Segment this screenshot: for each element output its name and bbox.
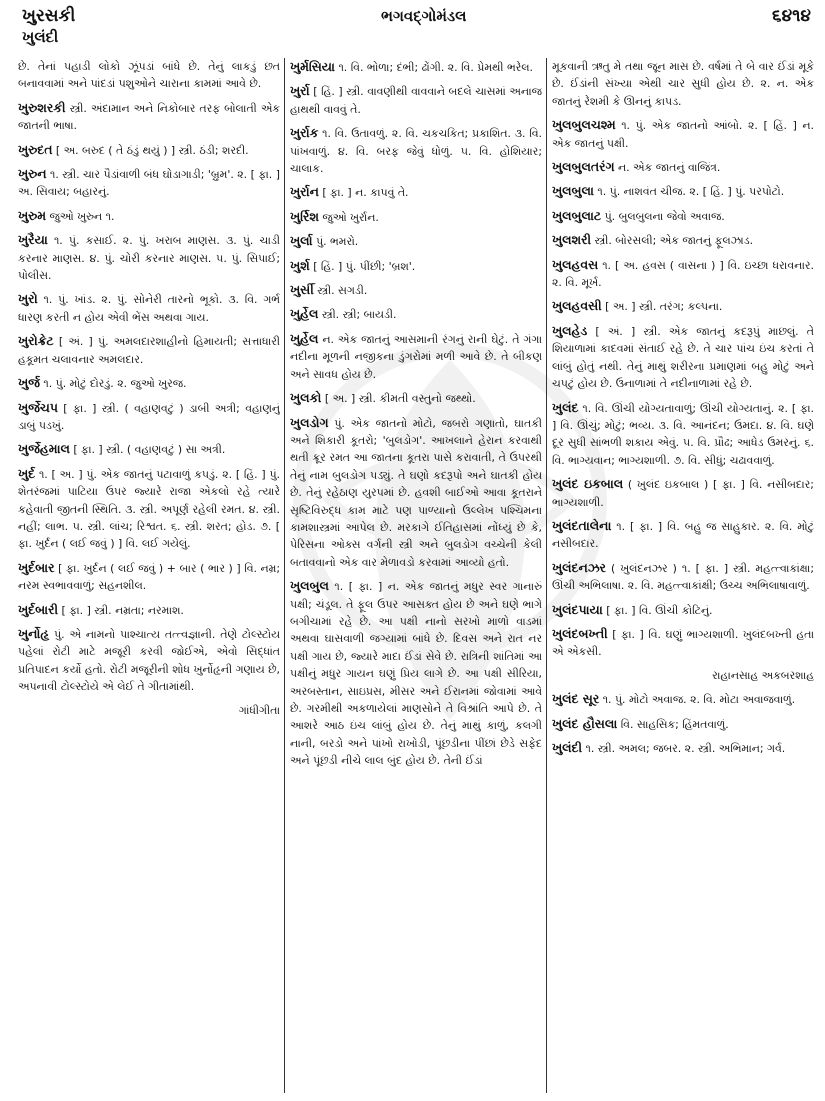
entry-definition: [ ફા. ] સ્ત્રી. ( વહાણવટું ) સા અત્રી.: [73, 443, 226, 457]
entry-definition: [ ફા. ખુર્દન ( લઈ જવું ) + બાર ( ભાર ) ] વિ. નમ્ર; નરમ સ્વભાવવાળું; સહનશીલ.: [18, 561, 280, 593]
entry-headword: ખુલંદતાલેના: [552, 517, 612, 533]
dictionary-entry: [552, 517, 814, 553]
entry-headword: ખુરોક્રેટ: [18, 333, 54, 349]
entry-headword: ખુલબુલ: [290, 578, 329, 594]
entry-headword: ખુલંદ હૌસલા: [552, 715, 618, 731]
dictionary-entry: [290, 82, 542, 118]
entry-definition: સ્ત્રી. સ્ત્રી; બાયડી.: [321, 308, 397, 322]
entry-headword: ખુલબુલાટ: [552, 207, 602, 223]
entry-definition: વિ. સાહસિક; હિંમતવાળું.: [620, 717, 729, 731]
entry-headword: ખુલંદ ઇકબાલ: [552, 476, 624, 492]
entry-headword: ખુરૈયા: [18, 232, 48, 248]
entry-headword: ખુર્હેલ: [290, 306, 319, 322]
entry-definition: [ અ. બરુદ ( તે ઠંડું થયું ) ] સ્ત્રી. ઠંડી; શરદી.: [55, 143, 249, 157]
dictionary-entry: [552, 690, 814, 708]
entry-definition: ૧. પું. નાશવંત ચીજ. ૨. [ હિં. ] પું. પરપોટો.: [597, 185, 785, 199]
entry-definition: પું. ભમરો.: [316, 235, 359, 249]
entry-headword: ખુલહવસ: [552, 256, 599, 272]
dictionary-entry: [18, 332, 280, 368]
dictionary-entry: [290, 281, 542, 299]
dictionary-entry: [552, 475, 814, 511]
dictionary-entry: [290, 58, 542, 76]
dictionary-entry: [18, 231, 280, 284]
entry-headword: ખુલડોગ: [290, 414, 329, 430]
entry-definition: પું. બુલબુલના જેવો અવાજ.: [604, 209, 725, 223]
entry-definition: ૧. પું. એક જાતનો આંબો. ૨. [ હિં. ] ન. એક જાતનું પક્ષી.: [552, 119, 814, 150]
entry-headword: ખુર્જેચપ: [18, 399, 58, 415]
dictionary-entry: [290, 389, 542, 407]
column-2: [290, 58, 542, 1095]
entry-definition: ( ખુલંદ ઇકબાલ ) [ ફા. ] વિ. નસીબદાર; ભાગ્યશાળી.: [552, 478, 814, 509]
entry-headword: ખુર્લા: [290, 233, 313, 249]
entry-headword: ખુલંદ: [552, 399, 579, 415]
entry-headword: ખુર્સી: [290, 282, 314, 298]
dictionary-entry: [18, 58, 280, 93]
entry-headword: ખુર્રા: [290, 83, 310, 99]
entry-definition: [ અ. ] સ્ત્રી. કીમતી વસ્તુનો જથ્થો.: [324, 392, 476, 406]
dictionary-entry: [552, 207, 814, 225]
entry-headword: ખુર્મસિયા: [290, 59, 335, 74]
dictionary-entry: [18, 440, 280, 458]
dictionary-entry: [18, 141, 280, 159]
entry-headword: ખુર્રિશ: [290, 208, 319, 224]
entry-definition: ૧. પું. મોટો અવાજ. ૨. વિ. મોટા અવાજવાળું.: [602, 693, 796, 707]
dictionary-entry: [18, 290, 280, 326]
column-3: [552, 58, 814, 1095]
header-first-headword: ખુરસકી: [22, 6, 76, 26]
entry-definition: ૧. પું. કસાઈ. ૨. પું. ખરાબ માણસ. ૩. પું. ચાડી કરનાર માણસ. ૪. પું. ચોરી કરનાર માણસ. ૫. પું. સિપાઈ; પોલીસ.: [18, 234, 280, 283]
quotation-source: [18, 702, 280, 719]
entry-definition: પું. એક જાતનો મોટો, જબરો ગણાતો, ઘાતકી અને શિકારી કૂતરો; 'બુલડોગ'. આખલાને હેરાન કરવાથી થતી ક્રૂર રમત આ જાતના કૂતરા પાસે કરાવાતી, તે ઉપરથી તેનું નામ બુલડોગ પડ્યું. તે ઘણો કદરૂપો અને ઘાતકી હોય છે. તેનું રહેઠાણ યુરપમાં છે. હવશી બાઈઓ આવા કૂતરાને સૃષ્ટિવિરુદ્ધ કામ માટે પણ પાળ્યાનો ઉલ્લેખ પશ્ચિમના કામશાસ્ત્રમાં આપેલ છે. મરકાગે ઈતિહાસમાં નોંધ્યું છે કે, પેરિસના ઓક્સ વર્ગની સ્ત્રી અને બુલડોગ વચ્ચેની કેલી બતાવવાનો એક વાર મેળાવડો કરવામાં આવ્યો હતો.: [290, 416, 542, 569]
dictionary-entry: [552, 182, 814, 200]
dictionary-entry: [18, 399, 280, 435]
column-divider: [284, 58, 285, 1093]
dictionary-entry: [290, 183, 542, 201]
entry-definition: ૧. પું. ખાંડ. ૨. પું. સોનેરી તારનો ભૂકો. ૩. વિ. ગર્ભ ધારણ કરતી ન હોય એવી ભેંસ અથવા ગાય.: [18, 293, 280, 324]
entry-headword: ખુલબુલતરંગ: [552, 159, 615, 175]
dictionary-entry: [18, 601, 280, 619]
dictionary-entry: [290, 124, 542, 177]
dictionary-entry: [290, 330, 542, 383]
source-text: રાહાનસાહ અકબરશાહ: [712, 668, 814, 682]
entry-definition: ૧. વિ. ઉતાવળું. ૨. વિ. ચકચકિત; પ્રકાશિત. ૩. વિ. પાંખવાળું. ૪. વિ. બરફ જેવું ધોળું. ૫. વિ. હોશિયાર; ચાલાક.: [290, 127, 542, 176]
page-number: ૬૪૧૪: [772, 6, 811, 26]
entry-definition: ૧. [ ફા. ] વિ. બહુ જ સાહુકાર. ૨. વિ. મોટું નસીબદાર.: [552, 519, 814, 551]
entry-definition: [ ફા. ] સ્ત્રી. નમ્રતા; નરમાશ.: [61, 603, 184, 617]
dictionary-entry: [18, 559, 280, 595]
entry-definition: ૧. વિ. ભોળા; દંભી; ઢોંગી. ૨. વિ. પ્રેમથી ભરેલ.: [338, 61, 533, 74]
entry-definition: છે. તેનાં પહાડી લોકો ઝૂંપડાં બાંધે છે. તેનું લાકડું છત બનાવવામાં અને પાંદડાં પશુઓને ચારાના કામમાં આવે છે.: [18, 60, 280, 91]
dictionary-entry: [552, 601, 814, 619]
entry-headword: ખુર્રાન: [290, 184, 319, 200]
column-1: [18, 58, 280, 1095]
dictionary-entry: [290, 577, 542, 769]
entry-headword: ખુલકો: [290, 390, 322, 406]
entry-headword: ખુલબુલચશ્મ: [552, 117, 616, 133]
entry-headword: ખુલહવસી: [552, 298, 602, 314]
page-header: [22, 6, 811, 32]
dictionary-entry: [290, 414, 542, 572]
source-text: ગાંધીગીતા: [238, 703, 280, 717]
entry-definition: [ ફા. ] વિ. ઘણું ભાગ્યશાળી. ખુલંદબખ્તી હતા એ એકસી.: [552, 627, 814, 659]
dictionary-entry: [18, 165, 280, 201]
dictionary-entry: [552, 116, 814, 152]
entry-headword: ખુરુદત: [18, 141, 53, 157]
dictionary-entry: [552, 231, 814, 249]
entry-headword: ખુલબુલા: [552, 183, 594, 199]
entry-definition: સ્ત્રી. સગડી.: [317, 284, 368, 298]
book-title: ભગવદ્ગોમંડલ: [380, 7, 467, 25]
dictionary-entry: [18, 99, 280, 135]
entry-headword: ખુરુમ: [18, 207, 47, 223]
dictionary-entry: [552, 256, 814, 292]
entry-headword: ખુલંદપાયા: [552, 601, 603, 617]
dictionary-entry: [552, 559, 814, 595]
dictionary-entry: [552, 158, 814, 176]
dictionary-entry: [18, 465, 280, 553]
entry-headword: ખુરો: [18, 291, 38, 307]
entry-definition: ન. એક જાતનું આસમાની રંગનું રાની ઘેટું. તે ગંગા નદીના મૂળની નજીકના ડુંગરોમાં મળી આવે છે. તે બીકણ અને સાવધ હોય છે.: [290, 332, 542, 381]
entry-headword: ખુલશરી: [552, 232, 592, 248]
entry-headword: ખુર્દબારી: [18, 601, 59, 617]
dictionary-entry: [290, 305, 542, 323]
entry-headword: ખુર્નોહૃ: [18, 625, 50, 641]
entry-headword: ખુલંદ સૂર: [552, 691, 600, 707]
dictionary-entry: [552, 58, 814, 110]
dictionary-entry: [18, 207, 280, 225]
entry-headword: ખુર્જ: [18, 375, 40, 391]
entry-definition: [ હિં. ] પું. પીંછી; 'બ્રશ'.: [313, 259, 416, 273]
entry-definition: ૧. [ ફા. ] ન. એક જાતનું મધુર સ્વર ગાનારું પક્ષી; ચંડૂલ. તે ફૂલ ઉપર આસક્ત હોય છે અને ઘણે ભાગે બગીચામાં રહે છે. આ પક્ષી નાનો સરખો માળો વાડમાં અથવા ઘાસવાળી જગ્યામાં બાંધે છે. દિવસ અને રાત નર પક્ષી ગાય છે, જ્યારે માદા ઈંડાં સેવે છે. રાત્રિની શાંતિમાં આ પક્ષીનું મધુર ગાયન ઘણું પ્રિય લાગે છે. આ પક્ષી સીરિયા, અરબસ્તાન, સાઇપ્રસ, મીસર અને ઈરાનમાં જોવામાં આવે છે. ગરમીથી અકળાયેલાં માણસોને તે વિશ્રાંતિ આપે છે. તે આશરે આઠ ઇંચ લાંબું હોય છે. તેનું માથું કાળું, કલગી નાની, બરડો અને પાંખો રાખોડી, પૂંછડીના પીંછાં છેડે સફેદ અને પૂંછડી નીચે લાલ બુંદ હોય છે. તેની ઈંડાં: [290, 580, 542, 768]
entry-definition: [ અં. ] સ્ત્રી. એક જાતનું કદરૂપું માછલું. તે શિયાળામાં કાદવમાં સંતાઈ રહે છે. તે ચાર પાંચ ઇંચ કરતાં તે લાંબું હોતું નથી. તેનું માથું શરીરના પ્રમાણમાં બહુ મોટું અને ચપટું હોય છે. ઉનાળામાં તે નદીનાળામાં રહે છે.: [552, 324, 814, 391]
entry-definition: સ્ત્રી. બોરસલી; એક જાતનું ફૂલઝાડ.: [594, 234, 754, 248]
dictionary-entry: [18, 625, 280, 696]
quotation-source: [552, 667, 814, 684]
entry-definition: મૂકવાની ઋતુ મે તથા જૂન માસ છે. વર્ષમાં તે બે વાર ઈંડાં મૂકે છે. ઈંડાંની સંખ્યા એથી ચાર સુધી હોય છે. ૨. ન. એક જાતનું રેશમી કે ઊનનું કાપડ.: [552, 60, 814, 108]
entry-headword: ખુર્હેલ: [290, 330, 319, 346]
entry-headword: ખુર્દ: [18, 465, 36, 481]
dictionary-entry: [552, 322, 814, 393]
entry-definition: પું. એ નામનો પાશ્ચાત્ય તત્ત્વજ્ઞાની. તેણે ટોલ્સ્ટોય પહેલાં રોટી માટે મજૂરી કરવી જોઈએ, એવો સિદ્ધાંત પ્રતિપાદન કર્યો હતો. રોટી મજૂરીની શોધ ખુર્નોહૃની ગણાય છે, અપનાવી ટોલ્સ્ટોયે એ લેઈ તે ગીતામાંથી.: [18, 627, 280, 694]
entry-definition: ૧. સ્ત્રી. ચાર પૈડાંવાળી બંધ ઘોડાગાડી; 'બ્રુમ'. ૨. [ ફા. ] અ. સિવાય; બહારનું.: [18, 168, 280, 199]
entry-definition: ન. એક જાતનું વાજિંત્ર.: [618, 161, 721, 175]
column-divider: [546, 58, 547, 1093]
entry-headword: ખુર્શ: [290, 257, 310, 273]
entry-headword: ખુરુશરકી: [18, 99, 66, 115]
dictionary-entry: [290, 208, 542, 226]
entry-definition: [ ફા. ] ન. કાપવું તે.: [322, 186, 409, 200]
entry-definition: [ ફા. ] વિ. ઊંચી કોટિનું.: [606, 603, 713, 617]
entry-headword: ખુરુન: [18, 166, 47, 182]
entry-definition: ૧. વિ. ઊંચી યોગ્યતાવાળું; ઊંચી યોગ્યતાનું. ૨. [ ફા. ] વિ. ઊંચું; મોટું; ભવ્ય. ૩. વિ. આનંદન; ઉમદા. ૪. વિ. ઘણે દૂર સુધી સાંભળી શકાય એવું. ૫. વિ. પ્રૌઢ; આધેડ ઉમરનું. ૬. વિ. ભાગ્યવાન; ભાગ્યશાળી. ૭. વિ. સીધું; ચઢાવવાળું.: [552, 401, 814, 467]
dictionary-entry: [18, 374, 280, 392]
entry-headword: ખુર્રાક: [290, 125, 319, 141]
entry-definition: ૧. [ અ. ] પું. એક જાતનું પટાવાળું કપડું. ૨. [ હિં. ] પું. શેતરંજમાં પાટિયા ઉપર જ્યારે રાજા એકલો રહે ત્યારે કહેવાતી જીતની સ્થિતિ. ૩. સ્ત્રી. અપૂર્ણ રહેલી રમત. ૪. સ્ત્રી. નહીં; લાભ. ૫. સ્ત્રી. લાંચ; રિશ્વત. ૬. સ્ત્રી. શરત; હોડ. ૭. [ ફા. ખુર્દન ( લઈ જવું ) ] વિ. લઈ ગયેલું.: [18, 467, 280, 551]
entry-definition: [ અ. ] સ્ત્રી. તરંગ; કલ્પના.: [605, 300, 723, 314]
dictionary-entry: [552, 625, 814, 661]
entry-definition: [ અં. ] પું. અમલદારશાહીનો હિમાયતી; સત્તાધારી હકૂમત ચલાવનાર અમલદાર.: [18, 335, 280, 366]
entry-definition: ૧. સ્ત્રી. અમલ; જબર. ૨. સ્ત્રી. અભિમાન; ગર્વ.: [585, 742, 786, 755]
entry-definition: [ હિં. ] સ્ત્રી. વાવણીથી વાવવાને બદલે ચાસમાં અનાજ હાથથી વાવવું તે.: [290, 85, 542, 116]
entry-definition: જુઓ ખુર્રાન.: [322, 210, 379, 224]
dictionary-entry: [290, 257, 542, 275]
entry-headword: ખુર્દબાર: [18, 559, 55, 575]
entry-definition: ( ખુલંદનઝર ) ૧. [ ફા. ] સ્ત્રી. મહત્ત્વાકાંક્ષા; ઊંચી અભિલાષા. ૨. વિ. મહત્ત્વાકાંક્ષી; ઉચ્ચ અભિલાષાવાળું.: [552, 561, 814, 593]
header-last-headword: ખુલંદી: [22, 28, 59, 46]
entry-definition: [ ફા. ] સ્ત્રી. ( વહાણવટું ) ડાબી અત્રી; વહાણનું ડાબું પડખું.: [18, 401, 280, 432]
entry-headword: ખુલંદબખ્તી: [552, 625, 608, 641]
entry-headword: ખુલંદનઝર: [552, 559, 606, 575]
dictionary-entry: [552, 399, 814, 470]
dictionary-entry: [552, 297, 814, 315]
entry-definition: સ્ત્રી. અંદામાન અને નિકોબાર તરફ બોલાતી એક જાતની ભાષા.: [18, 101, 280, 133]
entry-headword: ખુલહેડ: [552, 322, 588, 338]
entry-headword: ખુલંદી: [552, 740, 583, 755]
entry-definition: ૧. પું. મોટું દોરડું. ૨. જુઓ ખુરજ.: [43, 377, 187, 391]
entry-definition: ૧. [ અ. હવસ ( વાસના ) ] વિ. ઇચ્છા ધરાવનાર. ૨. વિ. મૂર્ખ.: [552, 258, 814, 290]
dictionary-entry: [552, 739, 814, 757]
dictionary-entry: [552, 715, 814, 733]
entry-definition: જુઓ ખુરુન ૧.: [49, 209, 115, 223]
dictionary-entry: [290, 232, 542, 250]
entry-headword: ખુર્જેહમાલ: [18, 441, 70, 457]
